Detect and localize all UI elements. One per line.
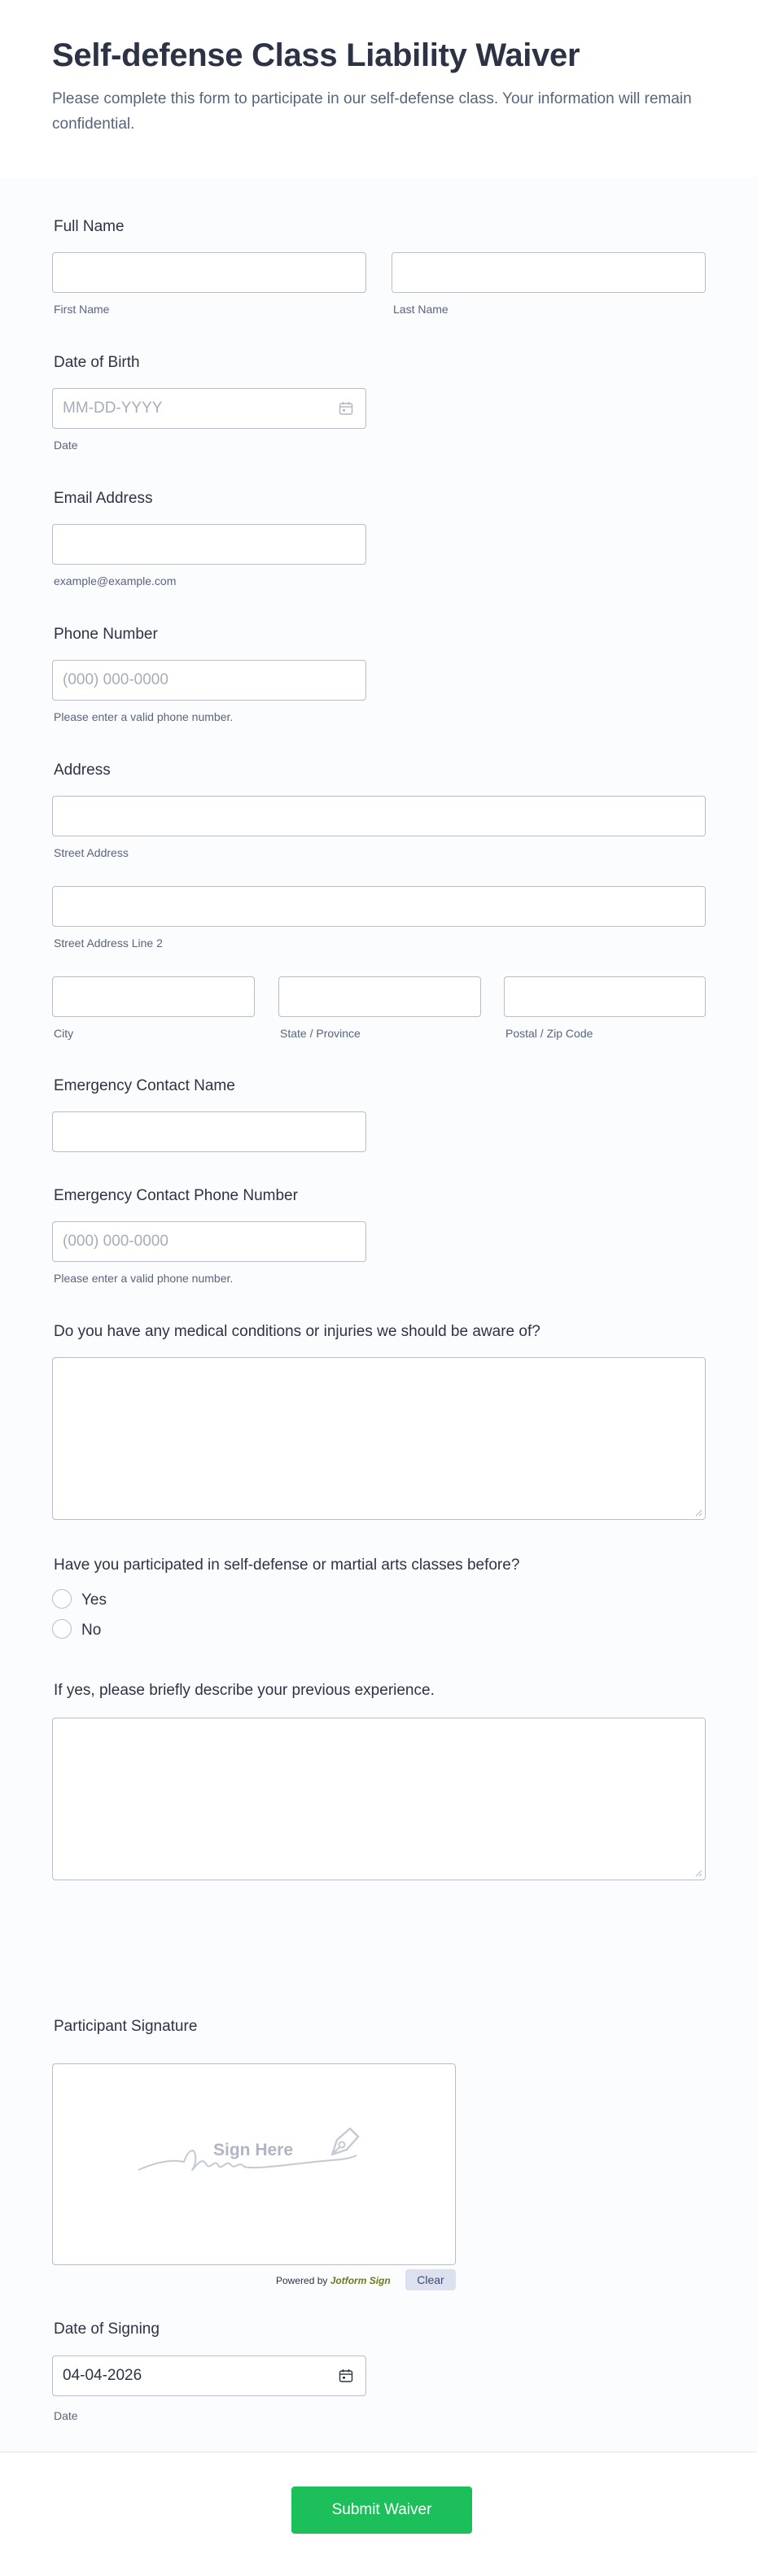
address-label: Address bbox=[54, 762, 111, 779]
phone-input[interactable] bbox=[52, 660, 366, 701]
experience-desc-label: If yes, please briefly describe your previous experience. bbox=[54, 1682, 435, 1699]
radio-yes[interactable] bbox=[52, 1589, 72, 1609]
emergency-phone-label: Emergency Contact Phone Number bbox=[54, 1187, 298, 1204]
state-input[interactable] bbox=[278, 976, 481, 1017]
last-name-sublabel: Last Name bbox=[393, 303, 449, 316]
calendar-icon[interactable] bbox=[339, 2369, 353, 2383]
street-address-line2-sublabel: Street Address Line 2 bbox=[54, 937, 163, 950]
city-input[interactable] bbox=[52, 976, 255, 1017]
radio-no-label[interactable]: No bbox=[81, 1622, 102, 1639]
emergency-name-label: Emergency Contact Name bbox=[54, 1077, 235, 1094]
first-name-input[interactable] bbox=[52, 252, 366, 293]
email-input[interactable] bbox=[52, 524, 366, 565]
resize-grip-icon[interactable] bbox=[694, 1869, 702, 1877]
radio-no[interactable] bbox=[52, 1619, 72, 1639]
zip-input[interactable] bbox=[504, 976, 706, 1017]
signature-label: Participant Signature bbox=[54, 2018, 198, 2035]
email-sublabel: example@example.com bbox=[54, 574, 177, 587]
emergency-phone-input[interactable] bbox=[52, 1221, 366, 1262]
emergency-phone-sublabel: Please enter a valid phone number. bbox=[54, 1272, 234, 1285]
street-address-sublabel: Street Address bbox=[54, 846, 129, 859]
phone-sublabel: Please enter a valid phone number. bbox=[54, 710, 234, 723]
last-name-input[interactable] bbox=[392, 252, 706, 293]
street-address-line2-input[interactable] bbox=[52, 886, 706, 927]
clear-signature-button[interactable]: Clear bbox=[405, 2269, 456, 2290]
submit-button[interactable]: Submit Waiver bbox=[291, 2486, 472, 2534]
dob-sublabel: Date bbox=[54, 439, 78, 452]
powered-by-prefix: Powered by bbox=[276, 2275, 328, 2286]
powered-by-text bbox=[276, 2275, 391, 2286]
sign-here-placeholder: Sign Here bbox=[213, 2141, 294, 2159]
resize-grip-icon[interactable] bbox=[694, 1508, 702, 1517]
experience-textarea[interactable] bbox=[52, 1718, 706, 1880]
page-subtitle: Please complete this form to participate in our self-defense class. Your information will remain confidential. bbox=[52, 90, 692, 133]
page-title: Self-defense Class Liability Waiver bbox=[52, 37, 580, 73]
radio-yes-label[interactable]: Yes bbox=[81, 1591, 107, 1609]
zip-sublabel: Postal / Zip Code bbox=[505, 1027, 593, 1040]
experience-question-label: Have you participated in self-defense or martial arts classes before? bbox=[54, 1557, 520, 1574]
street-address-input[interactable] bbox=[52, 796, 706, 836]
emergency-name-input[interactable] bbox=[52, 1111, 366, 1152]
pen-nib-icon bbox=[326, 2122, 365, 2161]
form-header bbox=[0, 0, 757, 178]
phone-label: Phone Number bbox=[54, 626, 158, 643]
powered-by-brand: Jotform Sign bbox=[330, 2275, 391, 2286]
email-label: Email Address bbox=[54, 490, 153, 507]
full-name-label: Full Name bbox=[54, 218, 125, 235]
dob-input[interactable] bbox=[52, 388, 366, 429]
state-sublabel: State / Province bbox=[280, 1027, 361, 1040]
signing-date-sublabel: Date bbox=[54, 2409, 78, 2422]
city-sublabel: City bbox=[54, 1027, 74, 1040]
dob-label: Date of Birth bbox=[54, 354, 140, 371]
signing-date-label: Date of Signing bbox=[54, 2321, 160, 2338]
first-name-sublabel: First Name bbox=[54, 303, 110, 316]
medical-label: Do you have any medical conditions or injuries we should be aware of? bbox=[54, 1323, 540, 1340]
calendar-icon[interactable] bbox=[339, 401, 353, 416]
signing-date-input[interactable] bbox=[52, 2356, 366, 2396]
medical-textarea[interactable] bbox=[52, 1357, 706, 1520]
